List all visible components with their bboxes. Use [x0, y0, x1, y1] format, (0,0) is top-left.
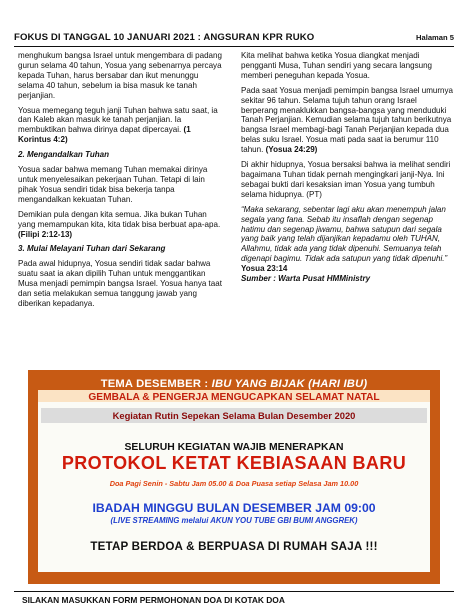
- page-number: Halaman 5: [416, 33, 454, 42]
- right-column: [241, 51, 454, 351]
- paragraph: Pada awal hidupnya, Yosua sendiri tidak sadar bahwa suatu saat ia akan dipilih Tuhan untuk menggantikan Musa menjadi pemimpin bangsa Israel. Yosua hanya taat dan setia melakukan semua tanggung jawab yang diberikan kepadanya.: [18, 259, 222, 308]
- subheading: 2. Mengandalkan Tuhan: [18, 150, 110, 160]
- scripture-reference: (Yosua 24:29): [265, 145, 318, 155]
- mandatory-notice: SELURUH KEGIATAN WAJIB MENERAPKAN: [124, 442, 344, 453]
- left-column: [18, 51, 225, 351]
- announcement-banner: [28, 370, 440, 584]
- footer-text: SILAKAN MASUKKAN FORM PERMOHONAN DOA DI KOTAK DOA: [22, 595, 285, 605]
- header-title: FOKUS DI TANGGAL 10 JANUARI 2021 : ANGSURAN KPR RUKO: [14, 32, 315, 43]
- theme-line: TEMA DESEMBER : IBU YANG BIJAK (HARI IBU): [100, 378, 368, 390]
- scripture-reference: Yosua 23:14: [241, 264, 288, 274]
- subheading: 3. Mulai Melayani Tuhan dari Sekarang: [18, 244, 166, 254]
- closing-message: TETAP BERDOA & BERPUASA DI RUMAH SAJA !!!: [90, 540, 378, 553]
- paragraph: Yosua sadar bahwa memang Tuhan memakai dirinya untuk menyelesaikan pekerjaan Tuhan. Tetapi di lain pihak Yosua sendiri tidak bisa bekerja tanpa mengandalkan kekuatan Tuhan.: [18, 165, 208, 204]
- prayer-schedule: Doa Pagi Senin - Sabtu Jam 05.00 & Doa Puasa setiap Selasa Jam 10.00: [109, 479, 359, 488]
- footer-divider: [14, 591, 454, 592]
- paragraph: Pada saat Yosua menjadi pemimpin bangsa Israel umurnya sekitar 96 tahun. Selama tujuh tahun orang Israel berperang menaklukkan bangsa-bangsa yang menduduki Tanah Perjanjian. Kemudian selama tujuh tahun berikutnya bangsa Israel membagi-bagi Tanah Perjanjian kepada dua belas suku Israel. Yosua mati pada saat ia berumur 110 tahun. (Yosua 24:29): [241, 85, 454, 155]
- paragraph: Di akhir hidupnya, Yosua bersaksi bahwa ia melihat sendiri bagaimana Tuhan tidak pernah mengingkari janji-Nya. Ini sebagai bukti dari kesaksian iman Yosua yang tumbuh selama hidupnya. (PT): [241, 160, 451, 199]
- page-header: [14, 31, 454, 47]
- scripture-reference: (Filipi 2:12-13): [18, 229, 73, 239]
- paragraph: menghukum bangsa Israel untuk mengembara di padang gurun selama 40 tahun, Yosua yang sebenarnya percaya kepada Tuhan, harus bersabar dan ikut menunggu selama 40 tahun, sebelum ia bisa masuk ke tanah perjanjian.: [18, 51, 222, 100]
- scripture-quote: “Maka sekarang, sebentar lagi aku akan menempuh jalan segala yang fana. Sebab itu insaflah dengan segenap hatimu dan segenap jiwamu, bahwa satupun dari segala yang baik yang telah dijanjikan kepadamu oleh TUHAN, Allahmu, tidak ada yang tidak dipenuhi. Semuanya telah digenapi bagimu. Tidak ada satupun yang tidak dipenuhi.” Yosua 23:14: [241, 204, 448, 274]
- protocol-title: PROTOKOL KETAT KEBIASAAN BARU: [61, 453, 407, 473]
- christmas-greeting: GEMBALA & PENGERJA MENGUCAPKAN SELAMAT NATAL: [88, 392, 380, 403]
- paragraph: Yosua memegang teguh janji Tuhan bahwa satu saat, ia dan Kaleb akan masuk ke tanah perjanjian. Ia membuktikan bahwa dirinya dapat dipercayai. (1 Korintus 4:2): [18, 105, 218, 145]
- sunday-service-time: IBADAH MINGGU BULAN DESEMBER JAM 09:00: [92, 501, 376, 515]
- live-streaming-note: (LIVE STREAMING melalui AKUN YOU TUBE GBI BUMI ANGGREK): [110, 516, 358, 525]
- source-credit: Sumber : Warta Pusat HMMinistry: [241, 274, 371, 284]
- paragraph: Kita melihat bahwa ketika Yosua diangkat menjadi pengganti Musa, Tuhan sendiri yang secara langsung memberi peneguhan kepada Yosua.: [241, 51, 433, 80]
- scripture-reference: (1 Korintus 4:2): [18, 125, 191, 145]
- paragraph: Demikian pula dengan kita semua. Jika bukan Tuhan yang memampukan kita, kita tidak bisa berbuat apa-apa. (Filipi 2:12-13): [18, 209, 221, 239]
- routine-activity-heading: Kegiatan Rutin Sepekan Selama Bulan Desember 2020: [112, 410, 356, 421]
